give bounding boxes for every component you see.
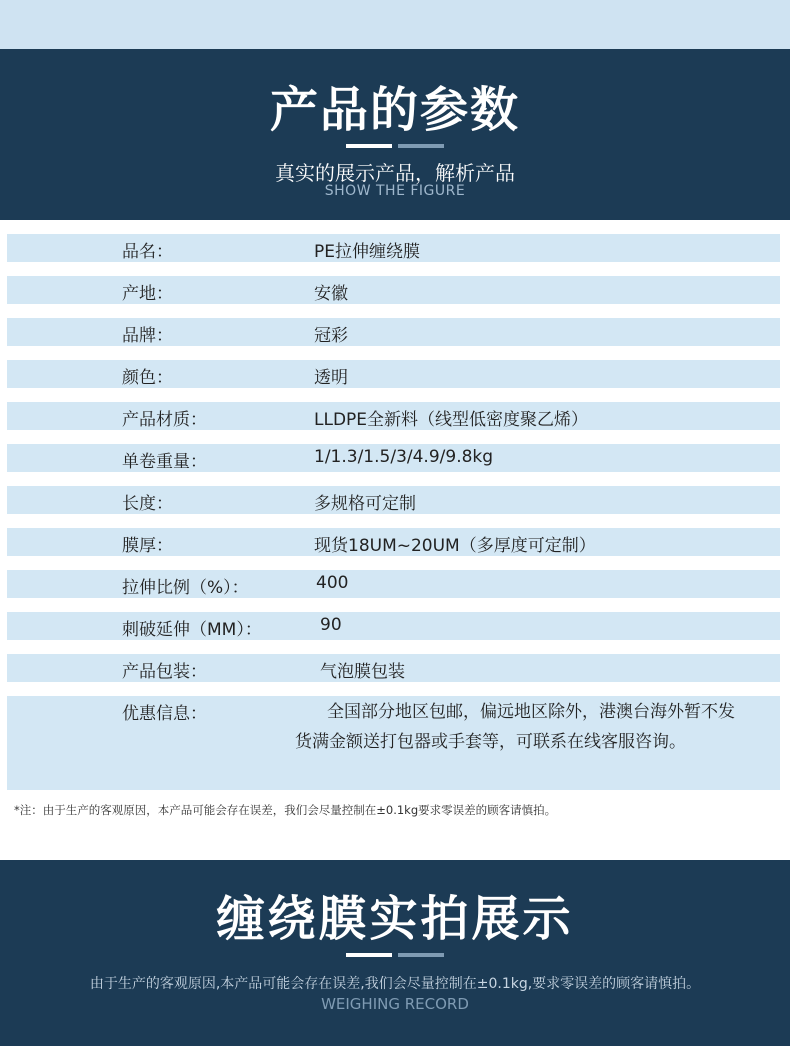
spec-label: 刺破延伸（MM）：: [122, 620, 262, 640]
spec-label: 单卷重量：: [122, 452, 207, 472]
showcase-subtitle: 由于生产的客观原因,本产品可能会存在误差,我们会尽量控制在±0.1kg,要求零误差的顾客请慎拍。: [89, 976, 701, 992]
spec-row: [7, 444, 780, 472]
spec-row: [7, 486, 780, 514]
spec-value: 多规格可定制: [314, 494, 416, 514]
disclaimer-note: *注：由于生产的客观原因，本产品可能会存在误差，我们会尽量控制在±0.1kg要求零误差的顾客请慎拍。: [14, 803, 557, 817]
spec-label: 产品包装：: [122, 662, 207, 682]
spec-row: [7, 276, 780, 304]
spec-value: 气泡膜包装: [320, 662, 405, 682]
spec-label: 品牌：: [122, 326, 173, 346]
spec-row: [7, 360, 780, 388]
spec-value: 现货18UM~20UM（多厚度可定制）: [314, 536, 596, 556]
spec-value: 90: [320, 615, 342, 635]
top-strip: [0, 0, 790, 49]
spec-value-promo: 全国部分地区包邮，偏远地区除外，港澳台海外暂不发货满金额送打包器或手套等，可联系在线客服咨询。: [295, 702, 735, 752]
divider-bar-light: [346, 953, 392, 957]
showcase-subtitle-en: WEIGHING RECORD: [321, 995, 469, 1013]
showcase-title: 缠绕膜实拍展示: [216, 891, 574, 947]
spec-label: 长度：: [122, 494, 173, 514]
spec-value: 1/1.3/1.5/3/4.9/9.8kg: [314, 447, 494, 467]
spec-label: 产品材质：: [122, 410, 207, 430]
params-title: 产品的参数: [269, 82, 520, 138]
spec-row: [7, 528, 780, 556]
spec-label: 品名：: [122, 242, 173, 262]
divider-bar-muted: [398, 953, 444, 957]
spec-row: [7, 612, 780, 640]
spec-value: LLDPE全新料（线型低密度聚乙烯）: [314, 410, 589, 430]
spec-row-promo: [7, 696, 780, 790]
spec-value: PE拉伸缠绕膜: [314, 242, 420, 262]
params-subtitle-en: SHOW THE FIGURE: [324, 183, 466, 199]
spec-value: 冠彩: [314, 326, 348, 346]
spec-row: [7, 234, 780, 262]
spec-row: [7, 570, 780, 598]
spec-row: [7, 402, 780, 430]
title-divider: [0, 953, 790, 957]
spec-label: 产地：: [122, 284, 173, 304]
spec-row: [7, 318, 780, 346]
params-subtitle: 真实的展示产品，解析产品: [275, 161, 515, 185]
spec-label: 拉伸比例（%）：: [122, 578, 249, 598]
divider-bar-light: [346, 144, 392, 148]
divider-bar-muted: [398, 144, 444, 148]
showcase-header: [0, 860, 790, 1046]
spec-label: 膜厚：: [122, 536, 173, 556]
spec-label: 优惠信息：: [122, 704, 207, 724]
params-header: [0, 49, 790, 220]
spec-value: 安徽: [314, 284, 348, 304]
title-divider: [0, 144, 790, 148]
spec-row: [7, 654, 780, 682]
spec-label: 颜色：: [122, 368, 173, 388]
spec-value: 透明: [314, 368, 348, 388]
spec-value: 400: [316, 573, 349, 593]
